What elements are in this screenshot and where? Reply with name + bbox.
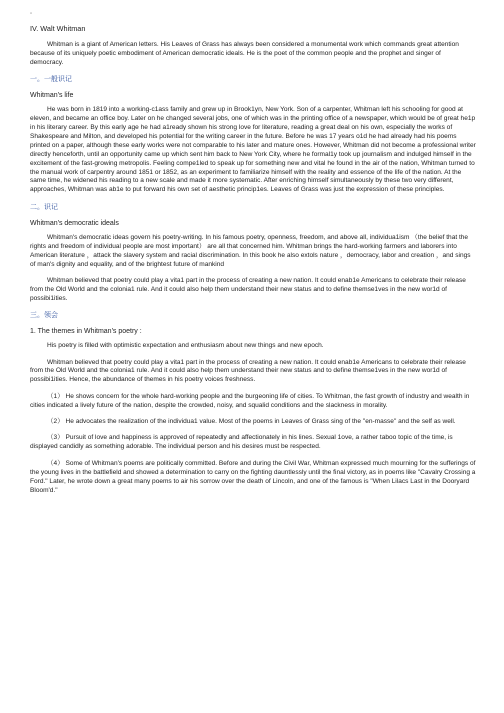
paragraph: Whitman's democratic ideas govern his poetry-writing. In his famous poetry, openness, freedom, and above all, individua1ism （the belief that the rights and freedom of individual people are most important） are all that concerned him. Whitman brings the hard-working farmers and laborers into American literature ，attack the slavery system and racial discrimination. In this book he also extols nature ，democracy, labor and creation ，and sings of man's dignity and equality, and of the brightest future of mankind [30, 233, 471, 268]
subsection-heading: 二。识记 [30, 203, 58, 211]
paragraph: （1） He shows concern for the whole hard-working people and the burgeoning life of cities. To Whitman, the fast growth of industry and wealth in cities indicated a lively future of the nation, despite the crowded, noisy, and squalid conditions and the slackness in morality. [30, 392, 470, 409]
topic-label: 1. The themes in Whitman's poetry : [30, 328, 142, 336]
paragraph: （4） Some of Whitman's poems are politically committed. Before and during the Civil War, Whitman expressed much mourning for the sufferings of the young lives in the battlefield and showed a determination to carry on the fighting dauntlessly until the final victory, as in poems like "Cavalry Crossing a Ford." Later, he wrote down a great many poems to air his sorrow over the death of Lincoln, and one of the famous is "When Lilacs Last in the Dooryard Bloom'd." [30, 459, 476, 494]
subsection-heading: 三。领会 [30, 312, 58, 320]
paragraph: He was born in 1819 into a working-c1ass family and grew up in Brook1yn, New York. Son of a carpenter, Whitman left his schooling for good at eleven, and became an office boy. Later on he changed several jobs, one of which was in the printing office of a newspaper, which would be of great he1p in his literary career. By this early age he had a1ready shown his strong love for literature, reading a great deal on his own, especially the works of Shakespeare and Milton, and developed his potential for the writing career in the future. Before he was 17 years o1d he had already had his poems printed on a paper, although these early works were not comparable to his later and mature ones. However, Whitman did not become a professional writer directly henceforth, until an opportunity came up which sent him back to New York City, where he formal1y took up journalism and indulged himself in the excitement of the fast-growing metropolis. Feeling compe1led to speak up for something new and vital he found in the air of the nation, Whitman turned to the manual work of carpentry around 1851 or 1852, as an experiment to familiarize himself with the reality and essence of the life of the nation. At the same time, he widened his reading to a new scale and made it more systematic. After enriching himself simultaneously by these two very different, approaches, Whitman was ab1e to put forward his own set of aesthetic princip1es. Leaves of Grass was just the expression of these principles. [30, 106, 476, 194]
paragraph: Whitman is a giant of American letters. His Leaves of Grass has always been considered a monumental work which commands great attention because of its uniquely poetic embodiment of American democratic ideals. He is the poet of the common people and the prophet and singer of democracy. [30, 41, 459, 66]
document-page [30, 10, 476, 503]
section-title: IV. Walt Whitman [30, 24, 86, 33]
subsection-heading: 一。一般识记 [30, 76, 72, 84]
paragraph: （3） Pursuit of love and happiness is approved of repeatedly and affectionately in his lines. Sexual 1ove, a rather taboo topic of the time, is displayed candidly as something adorable. The individual person and his desires must be respected. [30, 434, 453, 451]
page-corner-mark: ▫ [30, 11, 33, 17]
paragraph: Whitman believed that poetry could play a vita1 part in the process of creating a new nation. It could enab1e Americans to celebrate their release from the Old World and the colonia1 rule. And it could also help them understand their new status and to define themse1ves in the new wor1d of possibi1ities. Hence, the abundance of themes in his poetry voices freshness. [30, 358, 466, 384]
document-body [30, 41, 476, 495]
paragraph: Whitman believed that poetry could play a vita1 part in the process of creating a new nation. It could enab1e Americans to celebrate their release from the Old World and the colonia1 rule. And it could also help them understand their new status and to define themse1ves in the new wor1d of possibi1ities. [30, 276, 466, 302]
paragraph: His poetry is filled with optimistic expectation and enthusiasm about new things and new epoch. [47, 342, 324, 350]
paragraph: （2） He advocates the realization of the individua1 value. Most of the poems in Leaves of Grass sing of the "en-masse" and the self as well. [47, 418, 456, 426]
topic-label: Whitman's life [30, 92, 74, 100]
topic-label: Whitman's democratic ideals [30, 219, 119, 227]
